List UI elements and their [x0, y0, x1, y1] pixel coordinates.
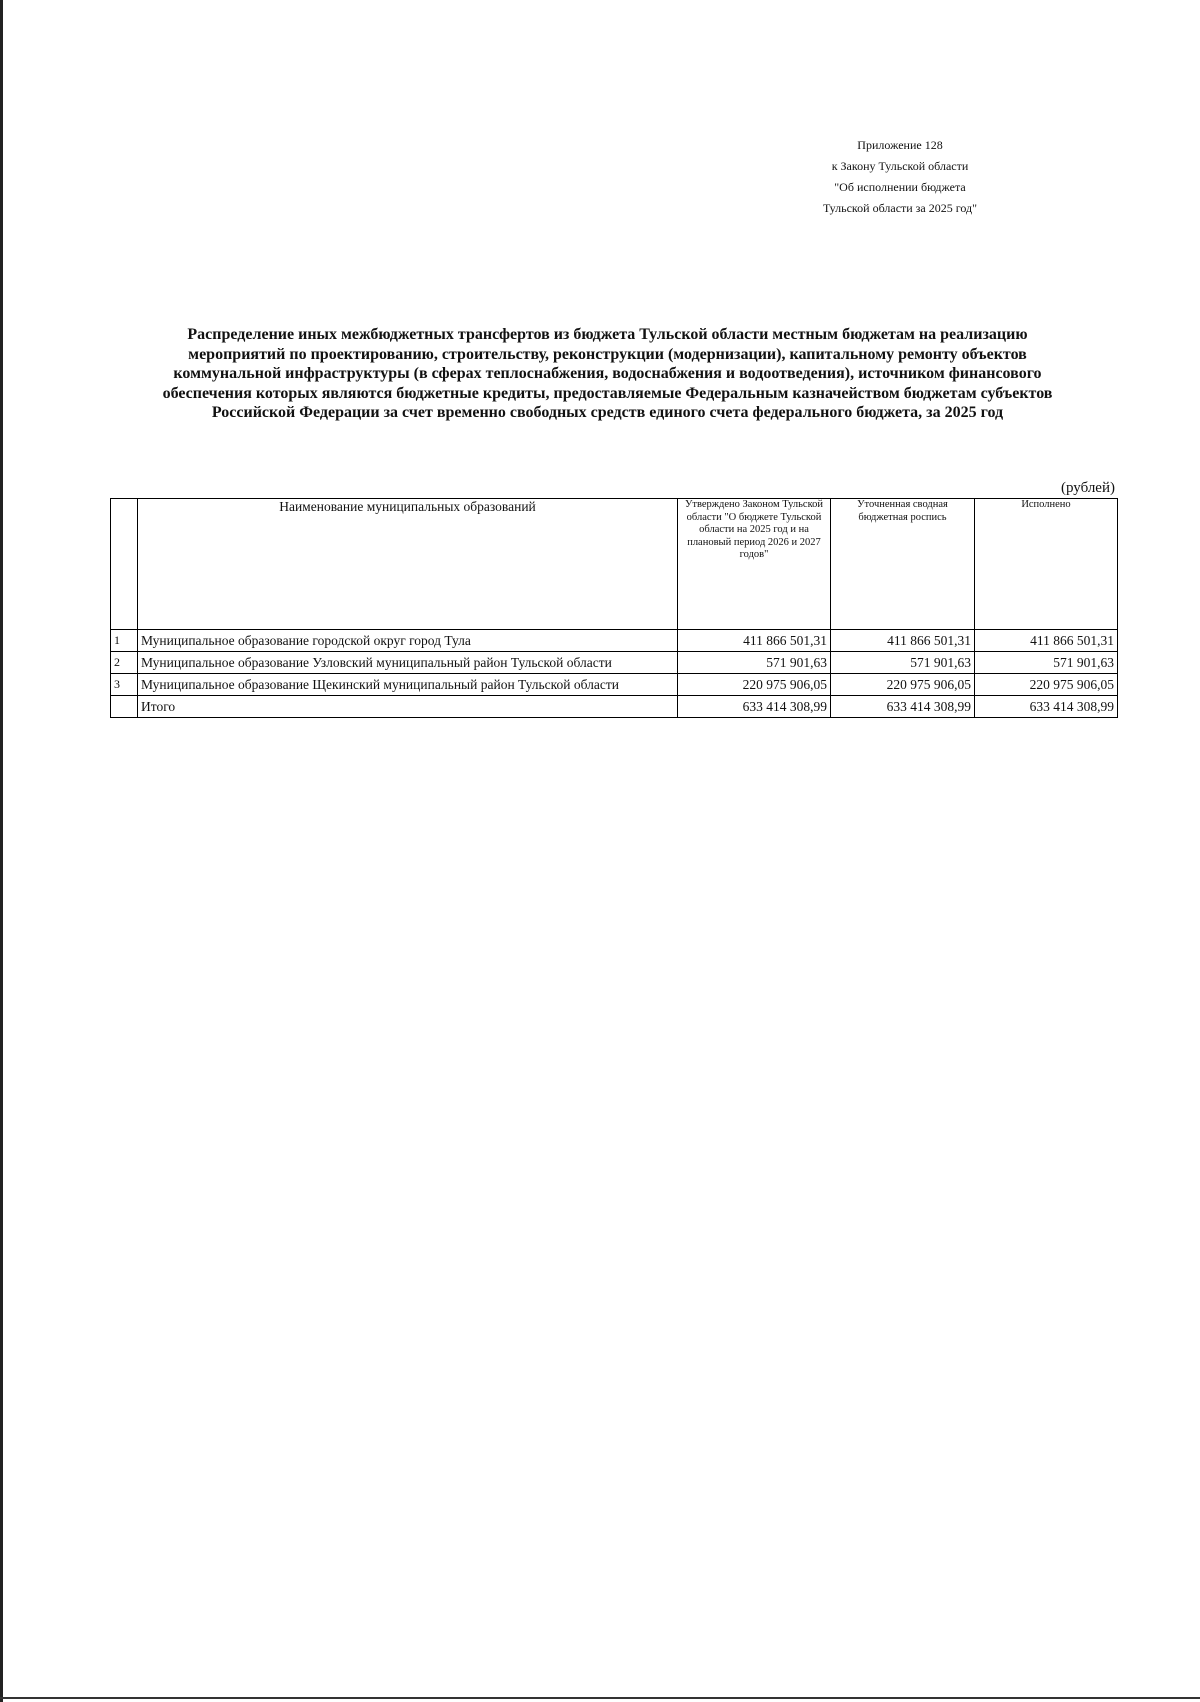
- row-refined: 220 975 906,05: [831, 674, 975, 696]
- appendix-line-4: Тульской области за 2025 год": [822, 201, 978, 215]
- total-executed: 633 414 308,99: [975, 696, 1118, 718]
- appendix-line-2: к Закону Тульской области: [831, 159, 969, 173]
- row-approved: 571 901,63: [678, 652, 831, 674]
- total-label: Итого: [138, 696, 678, 718]
- row-index: 2: [111, 652, 138, 674]
- scan-edge-left: [0, 0, 3, 1702]
- row-name: Муниципальное образование городской округ город Тула: [138, 630, 678, 652]
- row-name: Муниципальное образование Узловский муниципальный район Тульской области: [138, 652, 678, 674]
- table-header-row: [111, 499, 1118, 630]
- title-line-2: мероприятий по проектированию, строительству, реконструкции (модернизации), капитальному ремонту объектов: [188, 345, 1027, 363]
- transfers-table: [110, 498, 1118, 718]
- row-refined: 411 866 501,31: [831, 630, 975, 652]
- document-title: [110, 325, 1105, 423]
- table-row: [111, 652, 1118, 674]
- appendix-line-1: Приложение 128: [857, 138, 943, 152]
- row-refined: 571 901,63: [831, 652, 975, 674]
- table-total-row: [111, 696, 1118, 718]
- row-index: 1: [111, 630, 138, 652]
- table-row: [111, 674, 1118, 696]
- row-index: 3: [111, 674, 138, 696]
- title-line-4: обеспечения которых являются бюджетные кредиты, предоставляемые Федеральным казначейством бюджетам субъектов: [162, 384, 1053, 402]
- title-line-3: коммунальной инфраструктуры (в сферах теплоснабжения, водоснабжения и водоотведения), источником финансового: [173, 365, 1042, 382]
- total-approved: 633 414 308,99: [678, 696, 831, 718]
- title-line-1: Распределение иных межбюджетных трансфертов из бюджета Тульской области местным бюджетам на реализацию: [187, 326, 1028, 343]
- row-executed: 220 975 906,05: [975, 674, 1118, 696]
- appendix-reference: [780, 135, 1020, 219]
- units-label: (рублей): [1060, 480, 1115, 496]
- header-index: [111, 499, 138, 630]
- row-name: Муниципальное образование Щекинский муниципальный район Тульской области: [138, 674, 678, 696]
- header-approved: Утверждено Законом Тульской области "О бюджете Тульской области на 2025 год и на плановый период 2026 и 2027 годов": [678, 499, 831, 630]
- title-line-5: Российской Федерации за счет временно свободных средств единого счета федерального бюджета, за 2025 год: [211, 404, 1004, 421]
- header-name: Наименование муниципальных образований: [138, 499, 678, 630]
- total-refined: 633 414 308,99: [831, 696, 975, 718]
- row-approved: 220 975 906,05: [678, 674, 831, 696]
- header-refined: Уточненная сводная бюджетная роспись: [831, 499, 975, 630]
- row-executed: 411 866 501,31: [975, 630, 1118, 652]
- total-index: [111, 696, 138, 718]
- row-executed: 571 901,63: [975, 652, 1118, 674]
- table-row: [111, 630, 1118, 652]
- header-executed: Исполнено: [975, 499, 1118, 630]
- row-approved: 411 866 501,31: [678, 630, 831, 652]
- scan-edge-bottom: [0, 1697, 1200, 1699]
- appendix-line-3: "Об исполнении бюджета: [834, 180, 966, 194]
